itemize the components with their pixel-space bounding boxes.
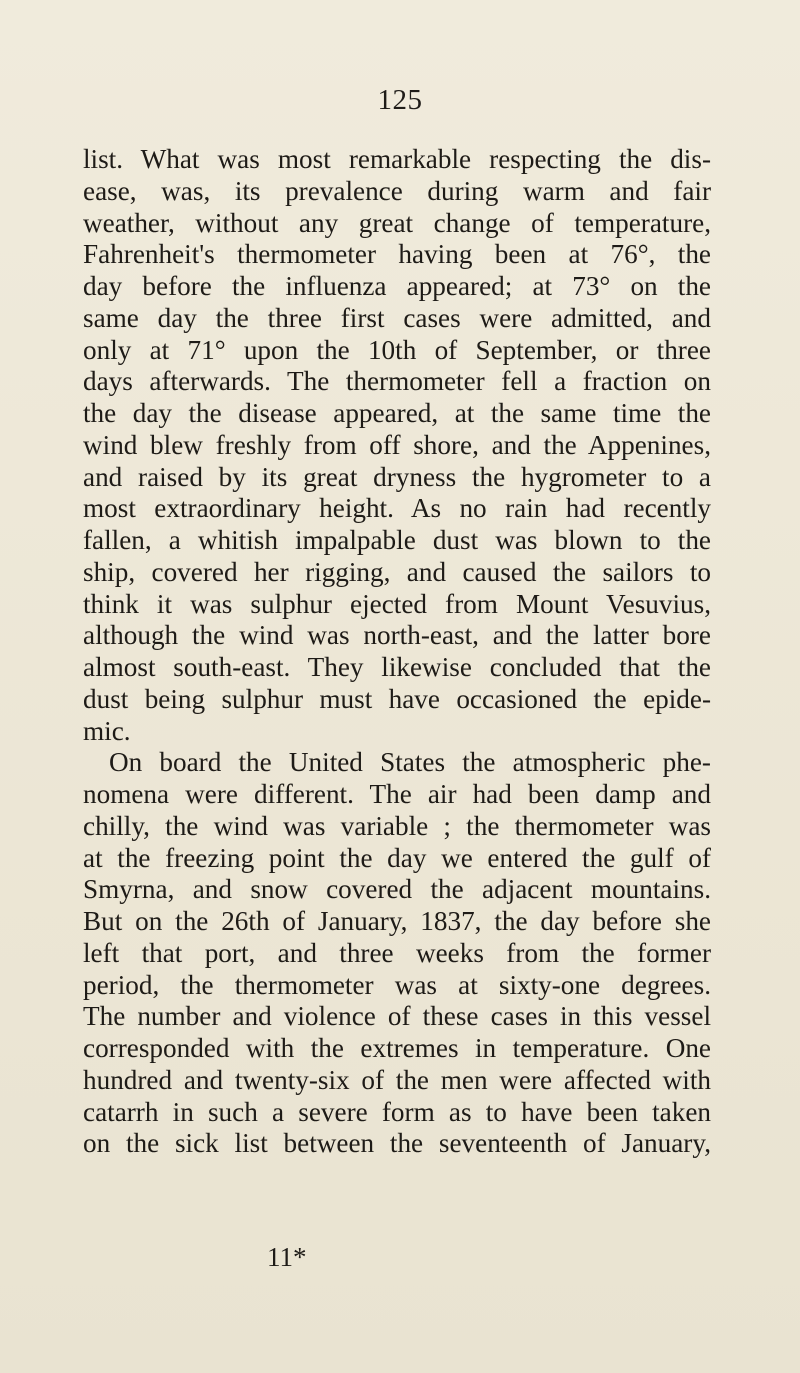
- text-line: although the wind was north-east, and the latter bore: [83, 620, 711, 651]
- text-line: hundred and twenty-six of the men were affected with: [83, 1064, 711, 1095]
- text-line: day before the influenza appeared; at 73° on the: [83, 271, 711, 301]
- text-line: ease, was, its prevalence during warm and fair: [83, 175, 711, 206]
- paragraph-2: [83, 747, 711, 1160]
- text-line: days afterwards. The thermometer fell a fraction on: [83, 366, 711, 397]
- text-line: most extraordinary height. As no rain had recently: [83, 493, 711, 524]
- text-line: mic.: [83, 715, 131, 746]
- body-text: [83, 144, 711, 1160]
- paragraph-1: [83, 144, 711, 747]
- text-line: On board the United States the atmospheric phe-: [109, 747, 711, 778]
- text-line: But on the 26th of January, 1837, the day before she: [83, 906, 711, 936]
- text-line: on the sick list between the seventeenth of January,: [83, 1128, 711, 1159]
- text-line: weather, without any great change of temperature,: [83, 207, 711, 238]
- text-line: almost south-east. They likewise concluded that the: [83, 652, 711, 682]
- text-line: only at 71° upon the 10th of September, or three: [83, 334, 711, 365]
- text-line: dust being sulphur must have occasioned the epide-: [83, 683, 711, 714]
- text-line: nomena were different. The air had been damp and: [83, 779, 711, 809]
- text-line: period, the thermometer was at sixty-one degrees.: [83, 969, 711, 1000]
- text-line: Smyrna, and snow covered the adjacent mountains.: [83, 874, 711, 905]
- text-line: The number and violence of these cases in this vessel: [83, 1001, 711, 1032]
- text-line: the day the disease appeared, at the same time the: [83, 398, 711, 428]
- page-number: 125: [377, 84, 423, 116]
- text-line: ship, covered her rigging, and caused the sailors to: [83, 556, 711, 587]
- text-line: corresponded with the extremes in temperature. One: [83, 1033, 711, 1063]
- text-line: think it was sulphur ejected from Mount Vesuvius,: [83, 588, 711, 619]
- text-line: wind blew freshly from off shore, and the Appenines,: [83, 429, 711, 460]
- text-line: Fahrenheit's thermometer having been at 76°, the: [83, 239, 711, 270]
- text-line: fallen, a whitish impalpable dust was blown to the: [83, 525, 711, 555]
- text-line: chilly, the wind was variable ; the thermometer was: [83, 810, 711, 841]
- text-line: list. What was most remarkable respecting the dis-: [83, 144, 711, 174]
- text-line: and raised by its great dryness the hygrometer to a: [83, 461, 711, 492]
- text-line: left that port, and three weeks from the former: [83, 937, 711, 968]
- text-line: at the freezing point the day we entered the gulf of: [83, 842, 711, 873]
- text-line: catarrh in such a severe form as to have been taken: [83, 1096, 711, 1127]
- signature-mark: 11*: [267, 1242, 307, 1272]
- text-line: same day the three first cases were admitted, and: [83, 302, 711, 333]
